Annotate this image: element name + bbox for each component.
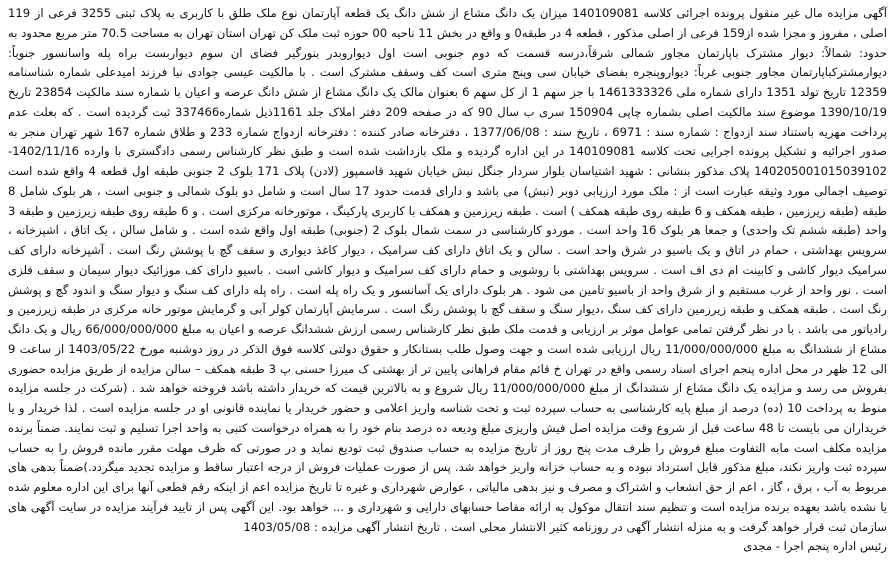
notice-body: آگهی مزایده مال غیر منقول پرونده اجرائی کلاسه 140109081 میزان یک دانگ مشاع از شش دانگ یک قطعه آپارتمان نوع ملک طلق با کاربری به پلاک ثبتی 3255 فرعی از 119 اصلی ، مفروز و مجزا شده از159 فرعی از اصلی مذکور ، قطعه 4 در طبقه0 و واقع در بخش 11 ناحیه 00 حوزه ثبت ملک کن تهران استان تهران به مساحت 70.5 متر مربع محدود به حدود: شمالاً: دیوار مشترک باپارتمان مجاور شمالی شرقاً،درسه قسمت که دوم جنوبی است اول دیواروبدر بنورگیر فضای ان سوم دیواربست براه پله واسانسور جنوباً: دیوارمشترکباپارتمان مجاور جنوبی غرباً: دیواروپنجره بفضای خیابان سی وپنج متری است کف وسقف مشترک است . با مالکیت عیسی جوادی نیا فرزند امیدعلی شماره شناسنامه 12359 تاریخ تولد 1351 دارای شماره ملی 1461333326 با جز سهم 1 از کل سهم 6 بعنوان مالک یک دانگ مشاع از شش دانگ عرصه و اعیان با شماره سند مالکیت 23854 تاریخ 1390/10/19 موضوع سند مالکیت اصلی بشماره چاپی 150904 سری ب سال 90 که در صفحه 209 دفتر املاک جلد 1161ذیل شماره337466 ثبت گردیده است . که بعلت عدم پرداخت مهریه باستناد سند ازدواج : شماره سند : 6971 ، تاریخ سند : 1377/06/08 ، دفترخانه صادر کننده : دفترخانه ازدواج شماره 233 و طلاق شماره 167 شهر تهران منجر به صدور اجرائیه و تشکیل پرونده اجرایی تحت کلاسه 140109081 در این اداره گردیده و ملک بازداشت شده است و طبق نظر کارشناس رسمی دادگستری با وارده 1402/11/16- 140205001015039102 پلاک مذکور بنشانی : شهید اشتیاسان بلوار سردار جنگل نبش خیابان شهید قاسمپور (لادن) پلاک 171 بلوک 2 جنوبی طبقه اول قطعه 4 واقع شده است توصیف اجمالی مورد وثیقه عبارت است از : ملک مورد ارزیابی دوبر (نبش) می باشد و دارای قدمت حدود 17 سال است و شامل دو بلوک شمالی و جنوبی است ، هر بلوک شامل 8 طبقه (طبقه زیرزمین ، طبقه همکف و 6 طبقه روی طبقه همکف ) است . طبقه زیرزمین و همکف با کاربری پارکینگ ، موتورخانه مرکزی است . و 6 طبقه روی طبقه زیرزمین و طبقه 3 واحد (طبقه ششم تک واحدی) و جمعا هر بلوک 16 واحد است . موردو کارشناسی در سمت شمال بلوک 2 (جنوبی) طبقه اول واقع شده است . و شامل سالن ، یک اتاق ، اشپزخانه ، سرویس بهداشتی ، حمام در اتاق و یک باسیو در شرق واحد است . سالن و یک اتاق دارای کف سرامیک ، دیوار کاغذ دیواری و سقف گچ با پوشش رنگ است . آشپزخانه دارای کف سرامیک دیوار کاشی و کابینت ام دی اف است . سرویس بهداشتی با روشویی و حمام دارای کف سرامیک و دیوار کاشی است . باسیو دارای کف موزائیک دیوار سیمان و سقف فلزی است . نور واحد از غرب مستقیم و از شرق واحد از باسیو تامین می شود . هر بلوک دارای یک آسانسور و یک راه پله است . راه پله دارای کف سنگ و دیوار سنگ و اندود گچ و پوشش رنگ است . طبقه همکف و طبقه زیرزمین دارای کف سنگ ،دیوار سنگ و سقف گچ با پوشش رنگ است . سرمایش آپارتمان کولر آبی و گرمایش موتور خانه مرکزی در طبقه زیرزمین و رادیاتور می باشد . با در نظر گرفتن تمامی عوامل موثر بر ارزیابی و قدمت ملک طبق نظر کارشناس رسمی ارزش ششدانگ عرصه و اعیان به مبلغ 66/000/000/000 ریال و یک دانگ مشاع از ششدانگ به مبلغ 11/000/000/000 ریال ارزیابی شده است و جهت وصول طلب بستانکار و حقوق دولتی کلاسه فوق الذکر در روز دوشنبه مورخ 1403/05/22 از ساعت 9 الی 12 ظهر در محل اداره پنجم اجرای اسناد رسمی واقع در تهران خ قائم مقام فراهانی پایین تر از بهشتی ک میرزا حسنی پ 3 طبقه همکف – سالن مزایده از طریق مزایده حضوری بفروش می رسد و مزایده یک دانگ مشاع از ششدانگ از مبلغ 11/000/000/000 ریال شروع و به بالاترین قیمت که خریدار داشته باشد فروخته خواهد شد . (شرکت در جلسه مزایده منوط به پرداخت 10 (ده) درصد از مبلغ پایه کارشناسی به حساب سپرده ثبت و تحت شناسه واریز اعلامی و حضور خریدار یا نماینده قانونی او در جلسه مزایده است . لذا خریدار و یا خریداران می بایست تا 48 ساعت قبل از شروع وقت مزایده اصل فیش واریزی مبلغ ودیعه ده درصد بنام خود را به همراه درخواست کتبی به واحد اجرا تسلیم و ثبت نمایند. ضمناً برنده مزایده مکلف است مابه التفاوت مبلغ فروش را ظرف مدت پنج روز از تاریخ مزایده به حساب صندوق ثبت تودیع نماید و در صورتی که ظرف مهلت مقرر مانده فروش را به حساب سپرده ثبت واریز نکند، مبلغ مذکور قابل استرداد نبوده و به حساب خزانه واریز خواهد شد. پس از صورت عملیات فروش از درجه اعتبار ساقط و مزایده تجدید میگردد.)ضمناً بدهی های مربوط به آب ، برق ، گاز ، اعم از حق انشعاب و اشتراک و مصرف و نیز بدهی مالیاتی ، عوارض شهرداری و غیره تا تاریخ مزایده اعم از اینکه رقم قطعی آنها برای این اداره معلوم شده یا نشده باشد بعهده برنده مزایده است و تنظیم سند انتقال موکول به ارائه مفاصا حسابهای دارایی و شهرداری و ... خواهد بود. این آگهی پس از تایید فرآیند مزایده در سایت آگهی های سازمان ثبت قرار خواهد گرفت و به منزله انتشار آگهی در روزنامه کثیر الانتشار محلی است . تاریخ انتشار آگهی مزایده : 1403/05/08: [8, 6, 888, 534]
notice-signature: رئیس اداره پنجم اجرا - مجدی: [743, 539, 887, 554]
